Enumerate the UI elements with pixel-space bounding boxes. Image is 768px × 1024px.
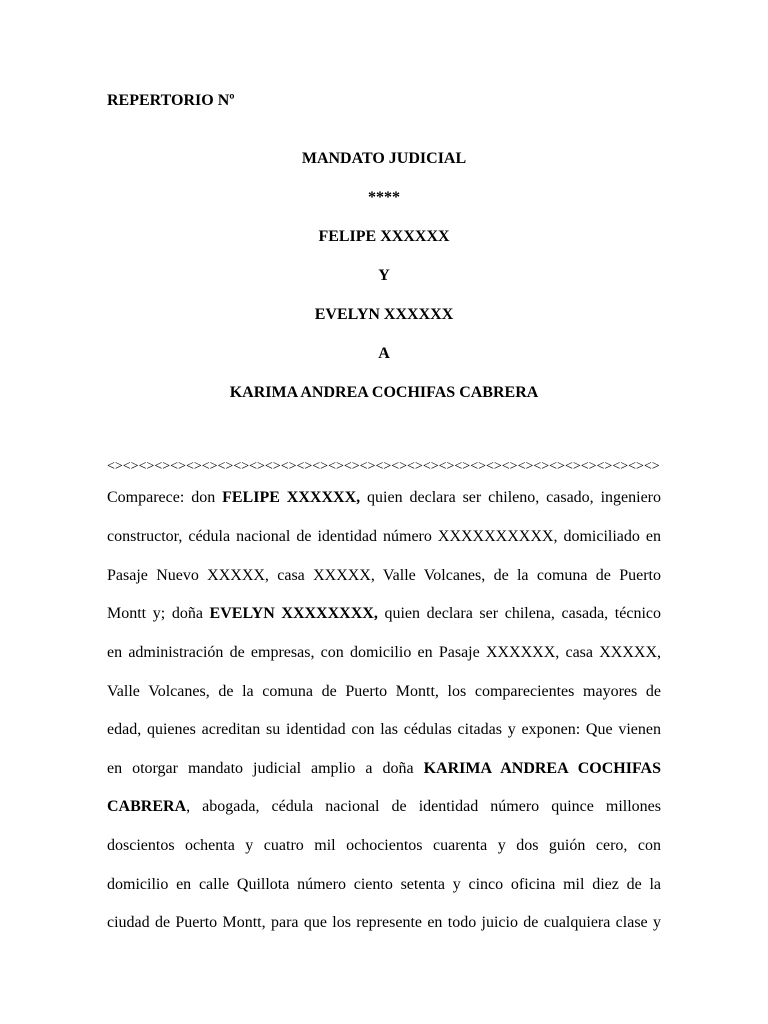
ornamental-separator: <><><><><><><><><><><><><><><><><><><><><><><><><><><><><><><><><><><>	[107, 459, 660, 474]
document-title: MANDATO JUDICIAL	[301, 150, 467, 167]
body-bold-name: CABRERA	[107, 798, 187, 815]
body-line-4	[107, 604, 661, 624]
conjunction-y: Y	[378, 267, 390, 284]
party-two-name: EVELYN XXXXXX	[314, 306, 454, 323]
body-line-2: constructor, cédula nacional de identidad número XXXXXXXXXX, domiciliado en	[107, 528, 661, 545]
body-bold-name: FELIPE XXXXXX,	[222, 489, 361, 506]
body-line-10: doscientos ochenta y cuatro mil ochocientos cuarenta y dos guión cero, con	[107, 837, 661, 854]
body-bold-name: KARIMA ANDREA COCHIFAS	[423, 760, 661, 777]
body-text: quien declara ser chileno, casado, ingeniero	[360, 489, 661, 506]
party-one-name: FELIPE XXXXXX	[318, 228, 450, 245]
attorney-name: KARIMA ANDREA COCHIFAS CABRERA	[229, 384, 539, 401]
body-line-11: domicilio en calle Quillota número ciento setenta y cinco oficina mil diez de la	[107, 876, 661, 893]
body-text: Comparece: don	[107, 489, 223, 506]
body-bold-name: EVELYN XXXXXXXX,	[209, 605, 378, 622]
body-line-9	[107, 797, 661, 817]
body-text: , abogada, cédula nacional de identidad número quince millones	[186, 798, 661, 815]
body-line-6: Valle Volcanes, de la comuna de Puerto Montt, los comparecientes mayores de	[107, 683, 661, 700]
title-separator-stars: ****	[368, 189, 400, 206]
body-text: Montt y; doña	[107, 605, 210, 622]
conjunction-a: A	[378, 345, 390, 362]
body-line-12: ciudad de Puerto Montt, para que los represente en todo juicio de cualquiera clase y	[107, 914, 661, 931]
body-line-7: edad, quienes acreditan su identidad con las cédulas citadas y exponen: Que vienen	[107, 721, 661, 738]
body-text: quien declara ser chilena, casada, técnico	[377, 605, 661, 622]
body-line-8	[107, 759, 661, 779]
body-line-1	[107, 488, 661, 508]
repertorio-heading: REPERTORIO Nº	[107, 92, 235, 109]
body-line-5: en administración de empresas, con domicilio en Pasaje XXXXXX, casa XXXXX,	[107, 644, 661, 661]
body-text: en otorgar mandato judicial amplio a doña	[107, 760, 424, 777]
body-line-3: Pasaje Nuevo XXXXX, casa XXXXX, Valle Volcanes, de la comuna de Puerto	[107, 567, 661, 584]
